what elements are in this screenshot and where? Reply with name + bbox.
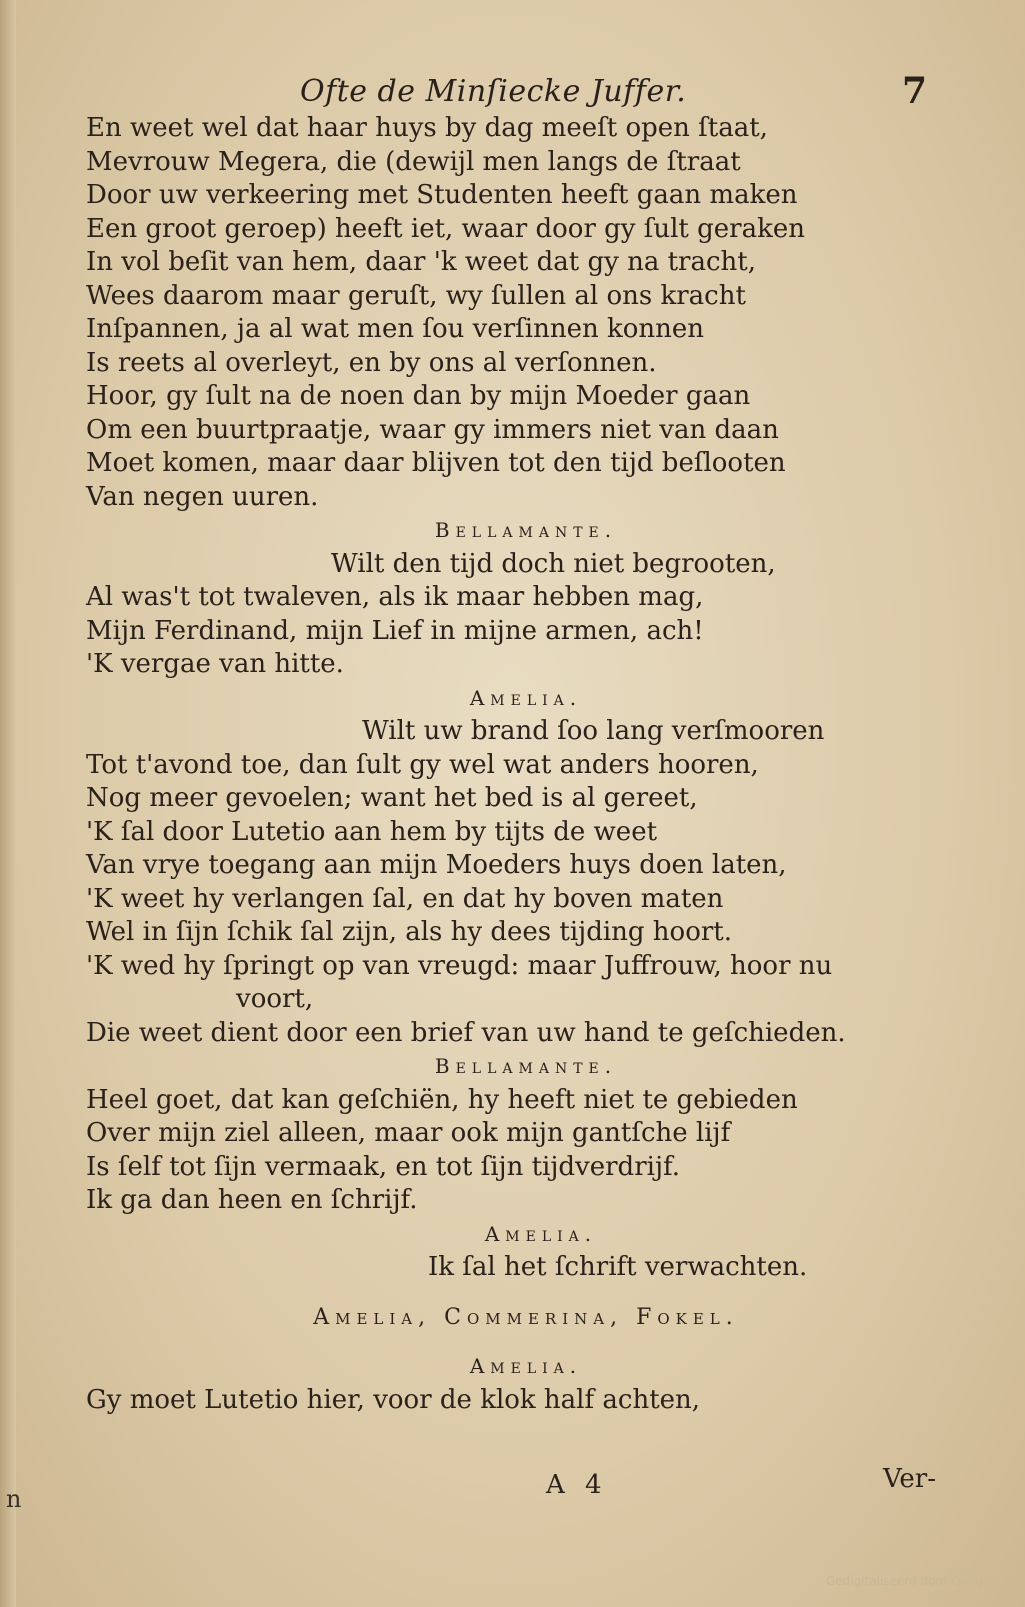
verse-line: Van negen uuren. — [86, 481, 319, 512]
verse-line: Nog meer gevoelen; want het bed is al gereet, — [86, 783, 698, 813]
verse-line: Om een buurtpraatje, waar gy immers niet van daan — [86, 414, 779, 445]
page-number: 7 — [902, 70, 928, 112]
verse-line: Is ſelf tot ſijn vermaak, en tot ſijn tijdverdrijf. — [86, 1151, 680, 1182]
verse-line: 'K weet hy verlangen ſal, en dat hy boven maten — [86, 883, 724, 914]
verse-line: Is reets al overleyt, en by ons al verſonnen. — [86, 347, 657, 378]
verse-line: Door uw verkeering met Studenten heeft gaan maken — [86, 180, 798, 210]
play-text — [86, 112, 966, 1417]
verse-line: Heel goet, dat kan geſchiën, hy heeft niet te gebieden — [86, 1084, 798, 1115]
signature-mark: A 4 — [546, 1470, 608, 1500]
speaker-heading: Amelia. — [484, 1221, 598, 1246]
verse-line: Al was't tot twaleven, als ik maar hebben mag, — [86, 582, 704, 612]
scene-heading: Amelia, Commerina, Fokel. — [313, 1304, 739, 1330]
verse-line: Ik ga dan heen en ſchrijf. — [86, 1185, 418, 1215]
digitization-watermark: Gedigitaliseerd door Google — [826, 1574, 994, 1588]
verse-line: Ik ſal het ſchrift verwachten. — [428, 1252, 808, 1282]
verse-line: Hoor, gy ſult na de noen dan by mijn Moeder gaan — [86, 381, 751, 411]
speaker-heading: Bellamante. — [434, 1054, 618, 1078]
verse-line: 'K wed hy ſpringt op van vreugd: maar Juffrouw, hoor nu — [86, 950, 833, 981]
verse-line: In vol beſit van hem, daar 'k weet dat gy na tracht, — [86, 247, 757, 277]
verse-line: Over mijn ziel alleen, maar ook mijn gantſche lijf — [86, 1118, 731, 1148]
verse-line: Van vrye toegang aan mijn Moeders huys doen laten, — [86, 850, 787, 880]
verse-line: 'K ſal door Lutetio aan hem by tijts de weet — [86, 816, 658, 847]
verse-line: Wilt uw brand ſoo lang verſmooren — [362, 716, 825, 746]
speaker-heading: Bellamante. — [434, 518, 618, 542]
verse-line: 'K vergae van hitte. — [86, 649, 344, 679]
page-gutter — [0, 0, 16, 1607]
speaker-heading: Amelia. — [469, 1354, 583, 1378]
running-title: Ofte de Minſiecke Juffer. — [300, 74, 687, 109]
catchword: Ver- — [883, 1464, 936, 1494]
verse-line: Tot t'avond toe, dan ſult gy wel wat anders hooren, — [86, 749, 759, 780]
verse-line: Gy moet Lutetio hier, voor de klok half achten, — [86, 1384, 701, 1415]
page-header — [0, 70, 1025, 116]
verse-line: Wilt den tijd doch niet begrooten, — [331, 548, 776, 579]
verse-line: Inſpannen, ja al wat men ſou verſinnen konnen — [86, 314, 705, 344]
verse-line: Een groot geroep) heeft iet, waar door gy ſult geraken — [86, 213, 805, 244]
verse-line: Die weet dient door een brief van uw hand te geſchieden. — [86, 1017, 846, 1048]
verse-line: Wel in ſijn ſchik ſal zijn, als hy dees tijding hoort. — [86, 917, 733, 947]
margin-mark: n — [6, 1485, 22, 1513]
speaker-heading: Amelia. — [469, 685, 583, 710]
verse-line: voort, — [236, 984, 314, 1014]
verse-line: Wees daarom maar geruſt, wy ſullen al ons kracht — [86, 280, 746, 311]
verse-line: En weet wel dat haar huys by dag meeſt open ſtaat, — [86, 113, 768, 143]
verse-line: Mevrouw Megera, die (dewijl men langs de ſtraat — [86, 146, 741, 177]
verse-line: Mijn Ferdinand, mijn Lief in mijne armen, ach! — [86, 615, 704, 646]
verse-line: Moet komen, maar daar blijven tot den tijd beſlooten — [86, 448, 786, 478]
